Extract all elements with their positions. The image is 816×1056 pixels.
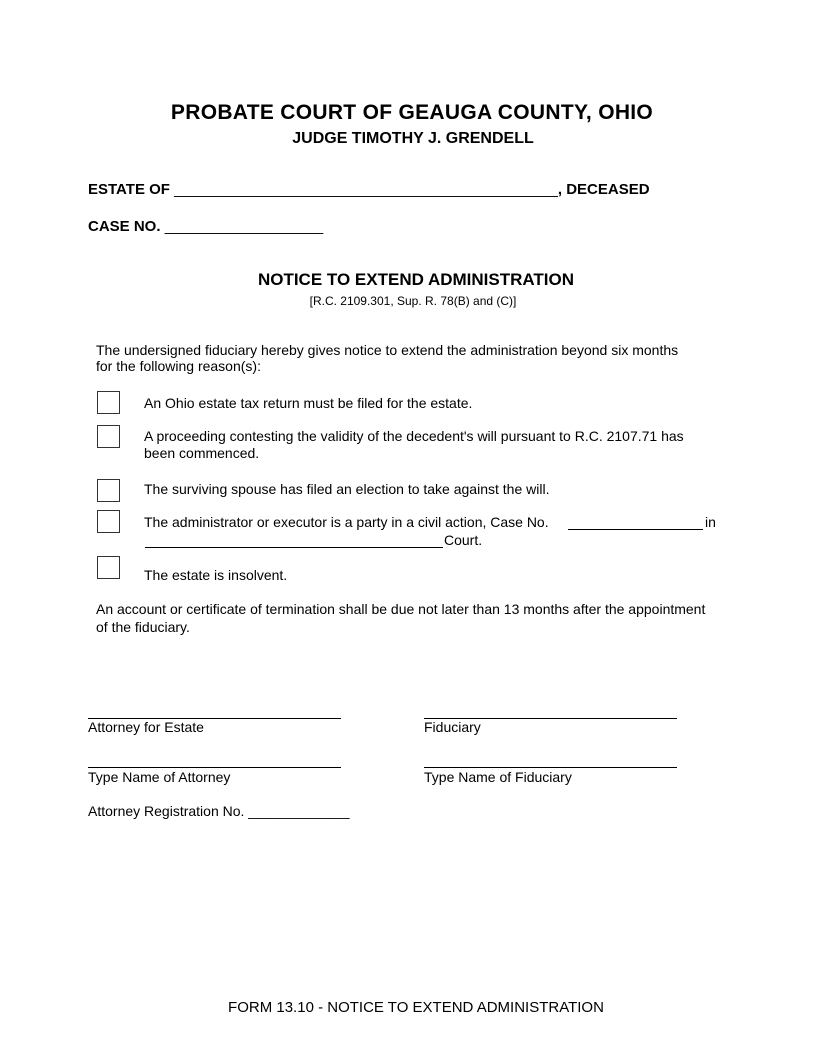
- fiduciary-name-line[interactable]: [424, 767, 677, 768]
- court-name-blank[interactable]: [145, 547, 443, 548]
- case-label: CASE NO.: [88, 218, 161, 235]
- case-blank[interactable]: ___________________: [164, 218, 324, 235]
- deceased-label: , DECEASED: [557, 181, 650, 198]
- estate-of-field[interactable]: [88, 181, 650, 198]
- estate-label: ESTATE OF: [88, 181, 170, 198]
- form-footer: FORM 13.10 - NOTICE TO EXTEND ADMINISTRATION: [228, 999, 604, 1016]
- reason-civil-action: The administrator or executor is a party in a civil action, Case No.: [144, 514, 549, 530]
- reason-estate-tax: An Ohio estate tax return must be filed for the estate.: [144, 395, 473, 411]
- form-title: NOTICE TO EXTEND ADMINISTRATION: [257, 270, 575, 289]
- attorney-registration-field[interactable]: Attorney Registration No. _____________: [88, 803, 350, 819]
- civil-case-no-blank[interactable]: [568, 529, 703, 530]
- checkbox-insolvent[interactable]: [97, 556, 120, 579]
- estate-blank[interactable]: ______________________________________________: [174, 181, 558, 198]
- judge-name: JUDGE TIMOTHY J. GRENDELL: [292, 130, 534, 147]
- closing-line-2: of the fiduciary.: [96, 619, 190, 635]
- court-label: Court.: [444, 532, 483, 548]
- court-name: PROBATE COURT OF GEAUGA COUNTY, OHIO: [170, 101, 654, 124]
- fiduciary-label: Fiduciary: [424, 719, 481, 735]
- attorney-label: Attorney for Estate: [88, 719, 204, 735]
- closing-line-1: An account or certificate of termination shall be due not later than 13 months after the appointment: [96, 601, 706, 617]
- attorney-name-label: Type Name of Attorney: [88, 769, 231, 785]
- intro-line-1: The undersigned fiduciary hereby gives notice to extend the administration beyond six months: [96, 342, 679, 358]
- case-no-field[interactable]: [88, 218, 323, 235]
- in-label: in: [705, 514, 716, 530]
- fiduciary-name-label: Type Name of Fiduciary: [424, 769, 572, 785]
- intro-line-2: for the following reason(s):: [96, 358, 261, 374]
- reason-spouse-election: The surviving spouse has filed an election to take against the will.: [144, 481, 550, 497]
- checkbox-civil-action[interactable]: [97, 510, 120, 533]
- reason-insolvent: The estate is insolvent.: [144, 567, 288, 583]
- reason-will-contest-2: been commenced.: [144, 445, 260, 461]
- checkbox-will-contest[interactable]: [97, 425, 120, 448]
- checkbox-estate-tax[interactable]: [97, 391, 120, 414]
- checkbox-spouse-election[interactable]: [97, 479, 120, 502]
- attorney-name-line[interactable]: [88, 767, 341, 768]
- form-citation: [R.C. 2109.301, Sup. R. 78(B) and (C)]: [309, 294, 517, 308]
- reason-will-contest: A proceeding contesting the validity of the decedent's will pursuant to R.C. 2107.71 has: [144, 428, 684, 444]
